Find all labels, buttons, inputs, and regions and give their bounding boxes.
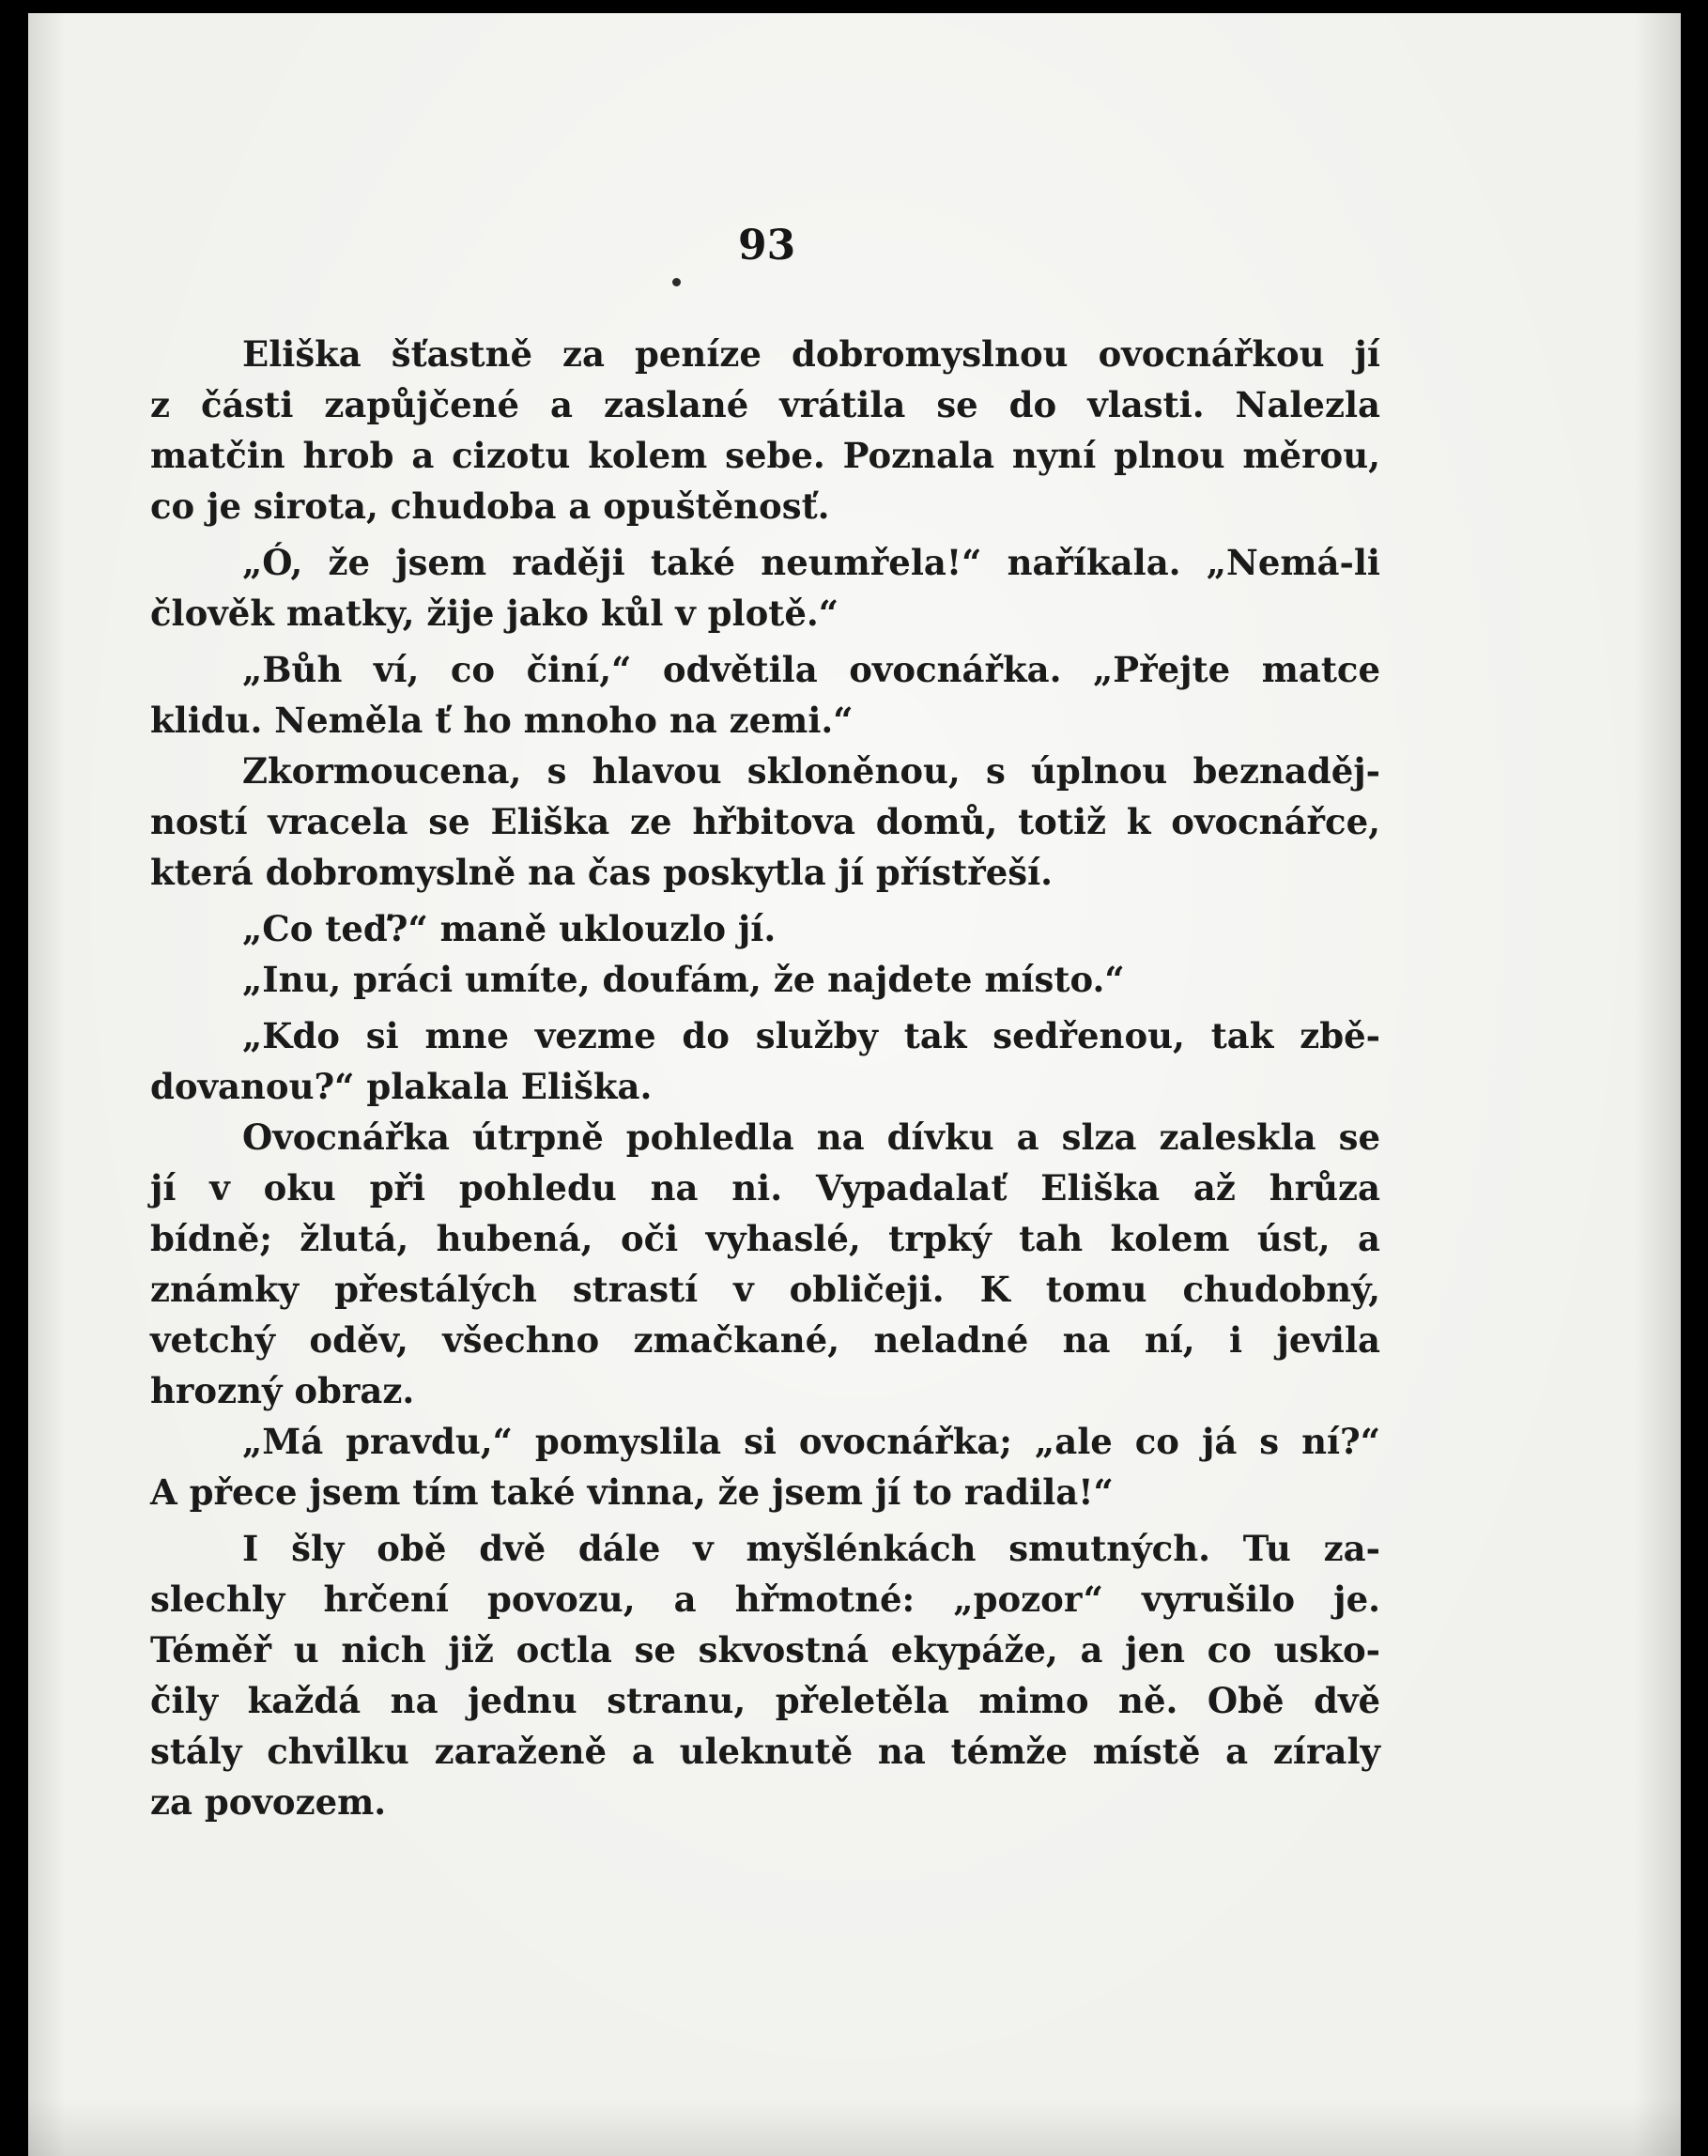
- text-line: co je sirota, chudoba a opuštěnosť.: [150, 485, 830, 527]
- text-line: „Ó, že jsem raději také neumřela!“ naříkala. „Nemá-li: [242, 542, 1380, 583]
- text-line: známky přestálých strastí v obličeji. K tomu chudobný,: [150, 1269, 1380, 1310]
- text-line: stály chvilku zaraženě a uleknutě na témže místě a zíraly: [150, 1731, 1380, 1772]
- text-line: A přece jsem tím také vinna, že jsem jí to radila!“: [150, 1471, 1114, 1513]
- text-line: dovanou?“ plakala Eliška.: [150, 1066, 653, 1107]
- text-line: za povozem.: [150, 1781, 387, 1823]
- text-line: hrozný obraz.: [150, 1370, 415, 1411]
- text-line: „Má pravdu,“ pomyslila si ovocnářka; „ale co já s ní?“: [242, 1421, 1380, 1462]
- page-number: 93: [738, 222, 796, 270]
- text-line: Téměř u nich již octla se skvostná ekypáže, a jen co usko-: [150, 1629, 1380, 1671]
- text-line: „Co teď?“ maně uklouzlo jí.: [242, 908, 777, 949]
- text-line: „Kdo si mne vezme do služby tak sedřenou, tak zbě-: [242, 1015, 1380, 1056]
- text-line: čily každá na jednu stranu, přeletěla mimo ně. Obě dvě: [150, 1680, 1380, 1721]
- text-line: matčin hrob a cizotu kolem sebe. Poznala nyní plnou měrou,: [150, 435, 1380, 476]
- text-line: Ovocnářka útrpně pohledla na dívku a slza zaleskla se: [242, 1116, 1380, 1158]
- text-line: I šly obě dvě dále v myšlénkách smutných. Tu za-: [242, 1528, 1380, 1569]
- text-line: jí v oku při pohledu na ni. Vypadalať Eliška až hrůza: [150, 1167, 1380, 1209]
- text-line: člověk matky, žije jako kůl v plotě.“: [150, 593, 839, 634]
- text-line: ností vracela se Eliška ze hřbitova domů, totiž k ovocnářce,: [150, 801, 1380, 842]
- body-text: [150, 329, 1380, 1827]
- text-line: Zkormoucena, s hlavou skloněnou, s úplnou beznaděj-: [242, 750, 1380, 792]
- ink-speck: [672, 278, 681, 286]
- text-line: slechly hrčení povozu, a hřmotné: „pozor“ vyrušilo je.: [150, 1578, 1380, 1620]
- text-line: klidu. Neměla ť ho mnoho na zemi.“: [150, 700, 854, 741]
- text-line: bídně; žlutá, hubená, oči vyhaslé, trpký tah kolem úst, a: [150, 1218, 1380, 1259]
- text-line: Eliška šťastně za peníze dobromyslnou ovocnářkou jí: [242, 333, 1380, 375]
- text-line: z části zapůjčené a zaslané vrátila se do vlasti. Nalezla: [150, 384, 1380, 425]
- text-line: „Bůh ví, co činí,“ odvětila ovocnářka. „Přejte matce: [242, 649, 1380, 690]
- text-line: vetchý oděv, všechno zmačkané, neladné na ní, i jevila: [150, 1319, 1380, 1361]
- text-line: která dobromyslně na čas poskytla jí přístřeší.: [150, 852, 1054, 893]
- text-line: „Inu, práci umíte, doufám, že najdete místo.“: [242, 959, 1125, 1000]
